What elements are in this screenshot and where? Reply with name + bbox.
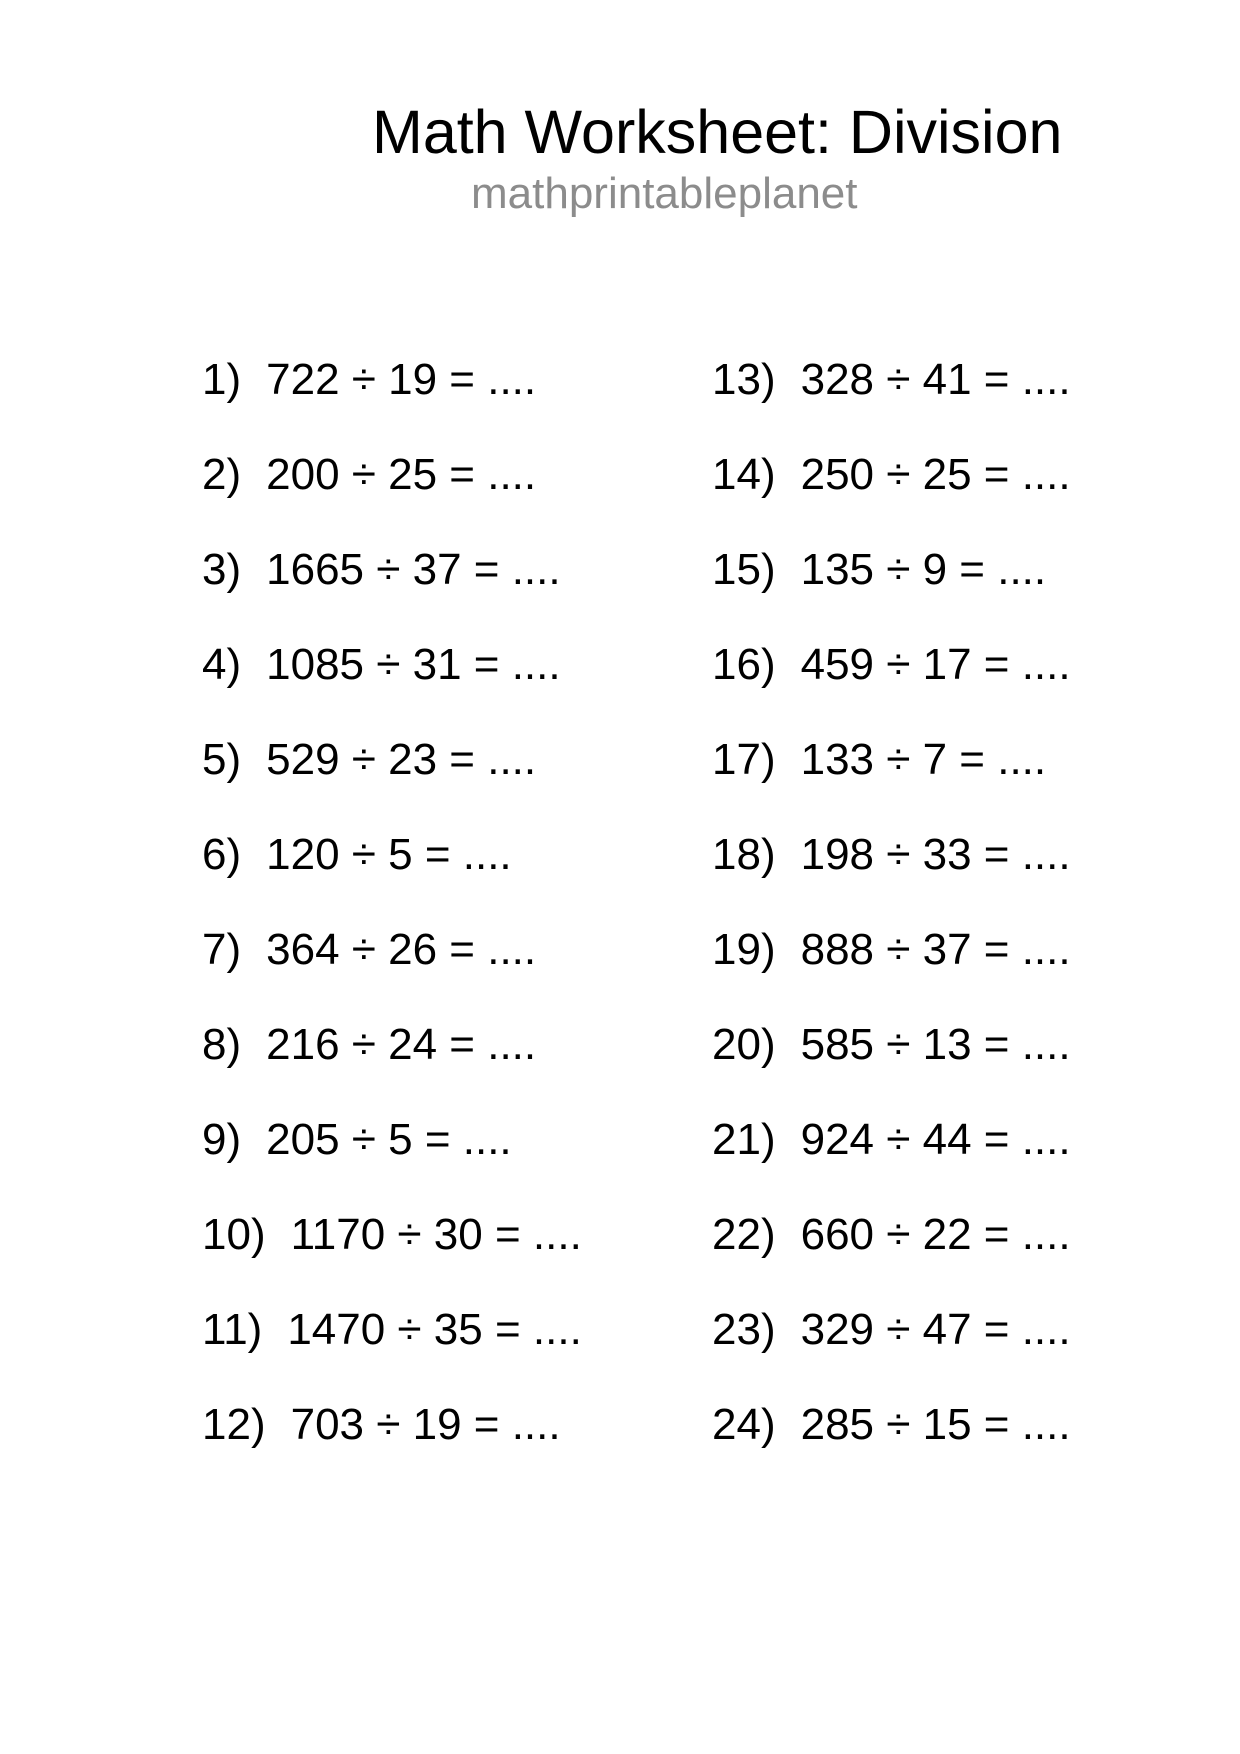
problem-number: 9): [202, 1115, 242, 1164]
problem-number: 11): [202, 1305, 263, 1354]
division-expression: 703 ÷ 19 = ....: [290, 1400, 561, 1449]
problem-row: [202, 635, 561, 695]
problem-row: [202, 350, 536, 410]
division-expression: 205 ÷ 5 = ....: [266, 1115, 512, 1164]
division-expression: 329 ÷ 47 = ....: [800, 1305, 1071, 1354]
problem-row: [712, 1395, 1071, 1455]
division-expression: 660 ÷ 22 = ....: [800, 1210, 1071, 1259]
division-expression: 888 ÷ 37 = ....: [800, 925, 1071, 974]
problem-row: [202, 1395, 561, 1455]
division-expression: 585 ÷ 13 = ....: [800, 1020, 1071, 1069]
problem-number: 6): [202, 830, 242, 879]
problem-number: 12): [202, 1400, 266, 1449]
division-expression: 1470 ÷ 35 = ....: [287, 1305, 582, 1354]
division-expression: 364 ÷ 26 = ....: [266, 925, 537, 974]
problem-row: [202, 1110, 512, 1170]
division-expression: 924 ÷ 44 = ....: [800, 1115, 1071, 1164]
problem-number: 13): [712, 355, 776, 404]
division-expression: 328 ÷ 41 = ....: [800, 355, 1071, 404]
division-expression: 285 ÷ 15 = ....: [800, 1400, 1071, 1449]
problem-number: 18): [712, 830, 776, 879]
division-expression: 1665 ÷ 37 = ....: [266, 545, 561, 594]
page-subtitle: mathprintableplanet: [471, 169, 858, 218]
problem-number: 17): [712, 735, 776, 784]
division-expression: 200 ÷ 25 = ....: [266, 450, 537, 499]
problem-number: 21): [712, 1115, 776, 1164]
problem-row: [202, 540, 561, 600]
problem-number: 1): [202, 355, 242, 404]
problem-row: [712, 1300, 1071, 1360]
problem-number: 22): [712, 1210, 776, 1259]
problem-row: [202, 730, 536, 790]
problem-row: [712, 1205, 1071, 1265]
problem-number: 24): [712, 1400, 776, 1449]
division-expression: 529 ÷ 23 = ....: [266, 735, 537, 784]
problem-number: 4): [202, 640, 242, 689]
problem-row: [712, 1110, 1071, 1170]
problem-number: 19): [712, 925, 776, 974]
problem-row: [202, 1015, 536, 1075]
problem-number: 7): [202, 925, 242, 974]
problem-number: 23): [712, 1305, 776, 1354]
division-expression: 1170 ÷ 30 = ....: [290, 1210, 582, 1259]
division-expression: 133 ÷ 7 = ....: [800, 735, 1047, 784]
problem-row: [712, 825, 1071, 885]
problem-number: 10): [202, 1210, 266, 1259]
problem-number: 3): [202, 545, 242, 594]
division-expression: 1085 ÷ 31 = ....: [266, 640, 561, 689]
problem-number: 16): [712, 640, 776, 689]
division-expression: 135 ÷ 9 = ....: [800, 545, 1047, 594]
problem-row: [202, 1205, 582, 1265]
problem-row: [712, 350, 1071, 410]
problem-number: 15): [712, 545, 776, 594]
problem-number: 5): [202, 735, 242, 784]
division-expression: 459 ÷ 17 = ....: [800, 640, 1071, 689]
problem-number: 8): [202, 1020, 242, 1069]
page-title: Math Worksheet: Division: [372, 98, 1063, 166]
problem-number: 20): [712, 1020, 776, 1069]
division-expression: 722 ÷ 19 = ....: [266, 355, 537, 404]
problem-row: [202, 1300, 582, 1360]
division-expression: 198 ÷ 33 = ....: [800, 830, 1071, 879]
problem-number: 14): [712, 450, 776, 499]
division-expression: 120 ÷ 5 = ....: [266, 830, 512, 879]
problem-row: [712, 920, 1071, 980]
problem-row: [712, 635, 1071, 695]
problem-number: 2): [202, 450, 242, 499]
problem-row: [712, 730, 1046, 790]
division-expression: 216 ÷ 24 = ....: [266, 1020, 537, 1069]
problem-row: [712, 445, 1071, 505]
problem-row: [202, 825, 512, 885]
problem-row: [712, 540, 1046, 600]
problem-row: [202, 445, 536, 505]
problem-row: [712, 1015, 1071, 1075]
division-expression: 250 ÷ 25 = ....: [800, 450, 1071, 499]
problem-row: [202, 920, 536, 980]
